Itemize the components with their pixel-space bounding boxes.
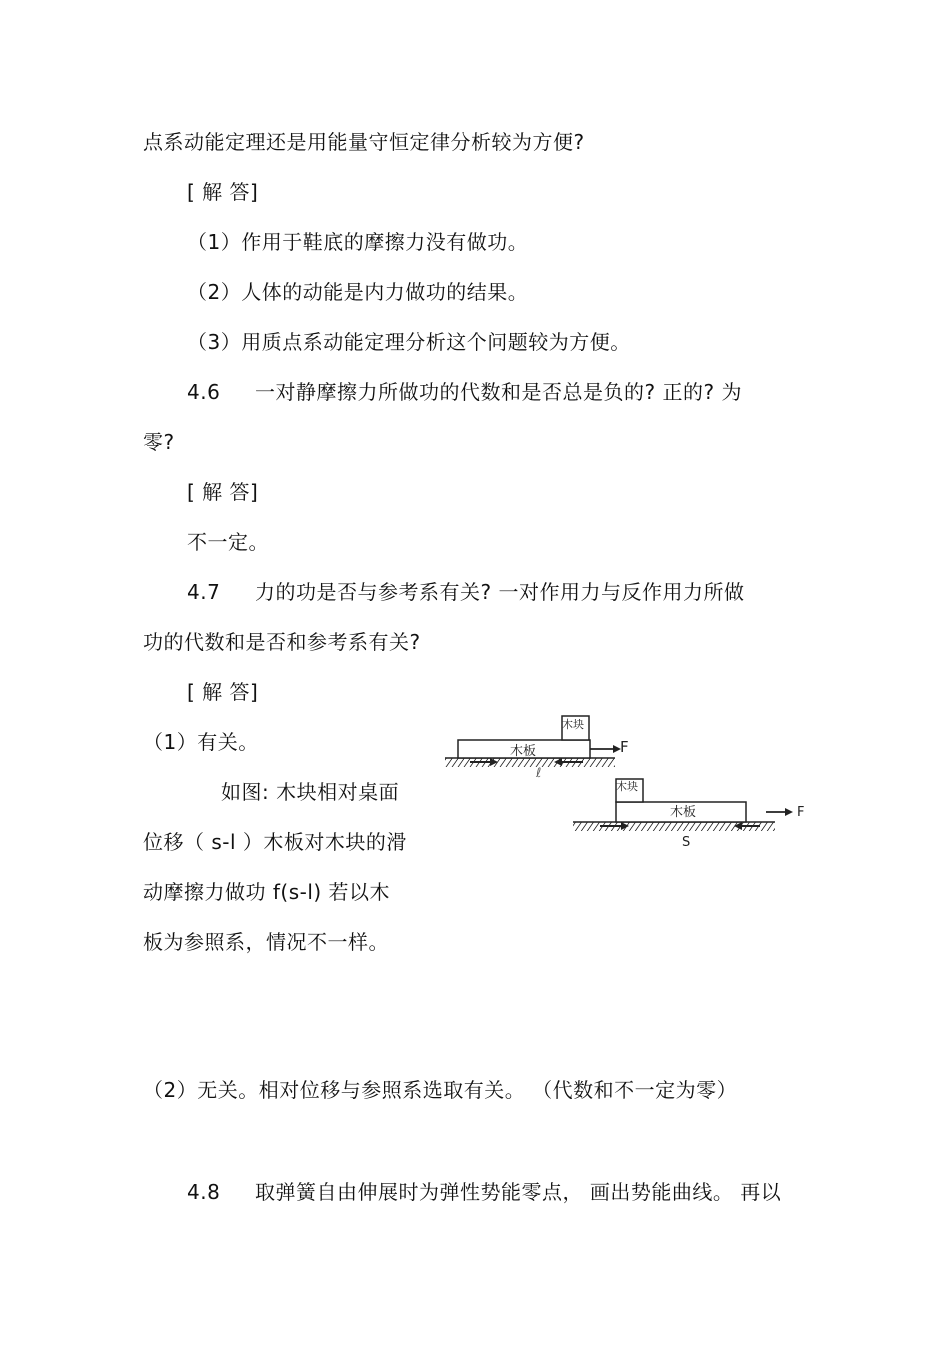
answer-explanation-2: 位移（ s-l ）木板对木块的滑 — [143, 830, 407, 854]
final-position-diagram — [573, 779, 804, 850]
question-4-7-continued: 功的代数和是否和参考系有关? — [143, 630, 421, 654]
displacement-l-label: ℓ — [536, 766, 542, 781]
block-label: 木块 — [616, 780, 638, 793]
answer-text: 不一定。 — [187, 530, 269, 554]
question-4-8 — [187, 1178, 781, 1206]
board-label: 木板 — [670, 805, 697, 820]
friction-figure — [435, 705, 835, 855]
force-arrowhead — [785, 808, 793, 816]
question-number: 4.7 — [187, 580, 221, 604]
question-number: 4.8 — [187, 1180, 221, 1204]
block-label: 木块 — [562, 718, 584, 731]
question-number: 4.6 — [187, 380, 221, 404]
initial-position-diagram — [445, 716, 629, 781]
question-text: 力的功是否与参考系有关? 一对作用力与反作用力所做 — [255, 580, 745, 604]
question-text: 取弹簧自由伸展时为弹性势能零点， 画出势能曲线。 再以 — [255, 1180, 782, 1204]
answer-item-1: （1）有关。 — [143, 730, 259, 754]
question-4-6-continued: 零? — [143, 430, 175, 454]
answer-heading: [ 解 答] — [187, 680, 259, 704]
answer-item-2: （2）人体的动能是内力做功的结果。 — [187, 280, 529, 304]
question-4-7 — [187, 578, 744, 606]
answer-explanation-3: 动摩擦力做功 f(s-l) 若以木 — [143, 880, 391, 904]
question-4-6 — [187, 378, 742, 406]
board-label: 木板 — [510, 744, 537, 759]
answer-heading: [ 解 答] — [187, 480, 259, 504]
question-text: 一对静摩擦力所做功的代数和是否总是负的? 正的? 为 — [255, 380, 742, 404]
displacement-s-label: S — [682, 835, 691, 850]
text-line-1: 点系动能定理还是用能量守恒定律分析较为方便? — [143, 130, 585, 154]
answer-item-2: （2）无关。相对位移与参照系选取有关。 （代数和不一定为零） — [143, 1078, 738, 1102]
answer-heading: [ 解 答] — [187, 180, 259, 204]
answer-item-3: （3）用质点系动能定理分析这个问题较为方便。 — [187, 330, 631, 354]
answer-item-1: （1）作用于鞋底的摩擦力没有做功。 — [187, 230, 529, 254]
answer-explanation-4: 板为参照系，情况不一样。 — [143, 930, 389, 954]
force-label: F — [797, 805, 805, 820]
force-label: F — [620, 738, 629, 756]
answer-explanation-1: 如图: 木块相对桌面 — [221, 780, 400, 804]
